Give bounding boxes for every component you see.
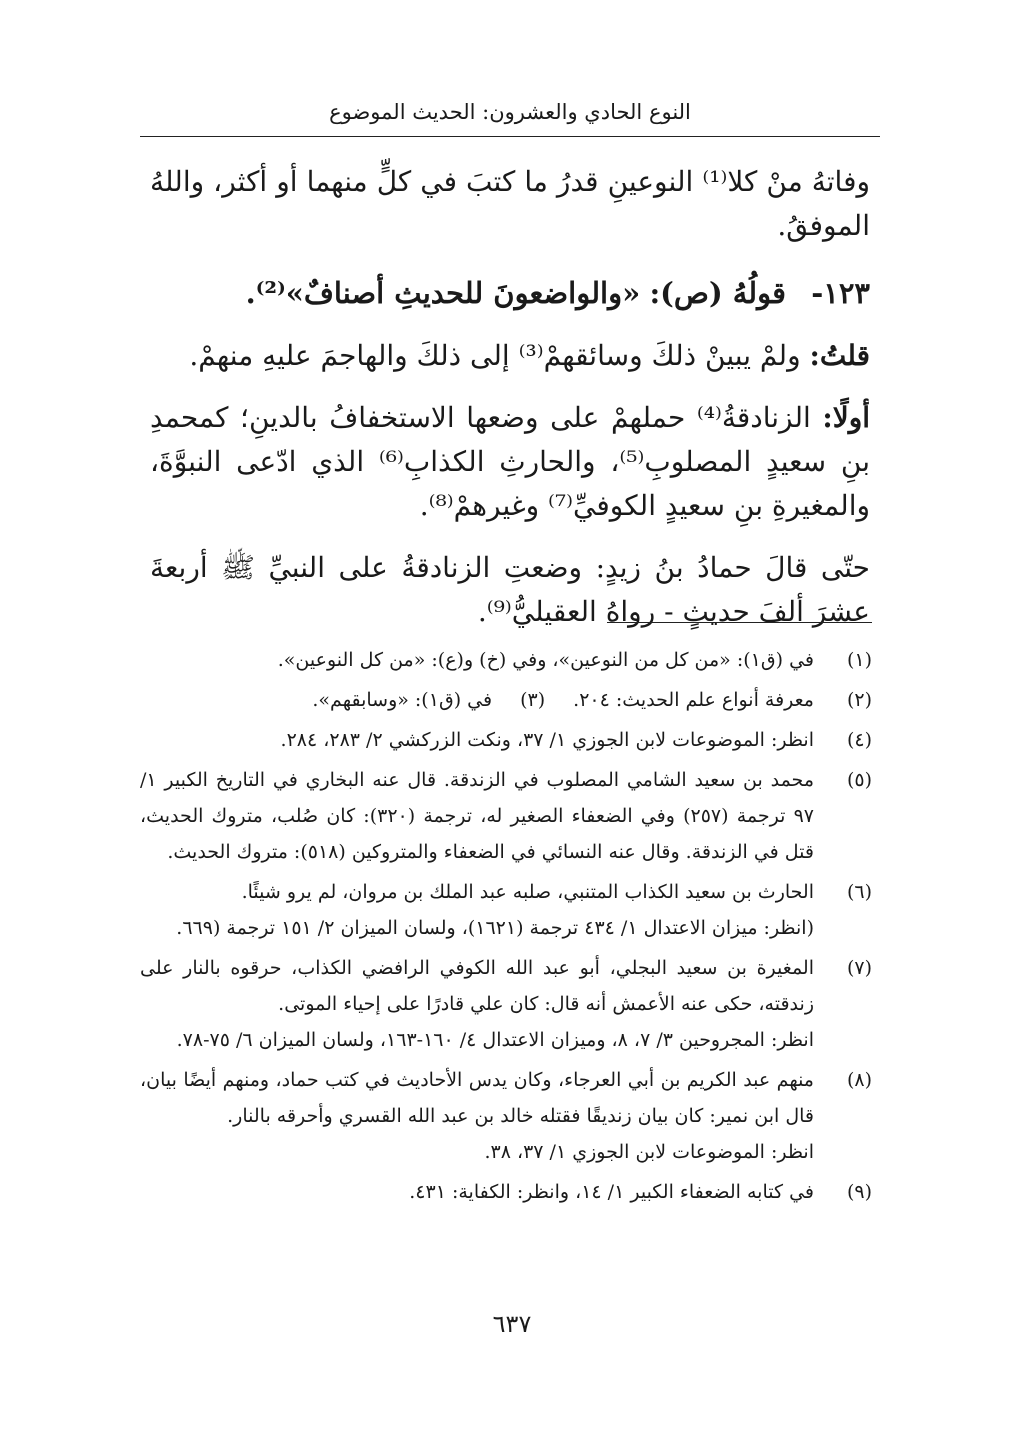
footnote-number: (٦) [846,881,872,903]
footnote-number: (٤) [846,729,872,751]
paragraph-text: ولمْ يبينْ ذلكَ وسائقهمْ⁽³⁾ إلى ذلكَ والهاجمَ عليهِ منهمْ. [189,339,801,372]
footnote [140,1062,872,1170]
footnote-body [140,874,814,946]
paragraph-lead: قلتُ: [809,339,870,372]
footnote-separator [607,622,872,623]
footnote [140,722,872,758]
paragraph-continuation: وفاتهُ منْ كلا⁽¹⁾ النوعينِ قدرُ ما كتبَ في كلٍّ منهما أو أكثر، واللهُ الموفقُ. [150,165,870,242]
paragraph-awwalan [150,396,870,528]
paragraph-qultu [150,334,870,378]
footnote-text: المغيرة بن سعيد البجلي، أبو عبد الله الكوفي الرافضي الكذاب، حرقوه بالنار على زندقته، حكى عنه الأعمش أنه قال: كان علي قادرًا على إحياء الموتى. [140,957,814,1015]
footnote-number: (٢) [846,689,872,711]
running-header: النوع الحادي والعشرون: الحديث الموضوع [329,100,691,124]
footnote-text-row [140,682,814,718]
footnote-text: في كتابه الضعفاء الكبير ١/ ١٤، وانظر: الكفاية: ٤٣١. [409,1181,814,1203]
footnote-number: (٧) [846,957,872,979]
item-lead: قولُهُ (ص): [649,276,786,310]
footnote [140,642,872,678]
footnote [140,950,872,1058]
footnote [140,1174,872,1210]
footnote-number: (٨) [846,1069,872,1091]
footnote-text: في (ق١): «وسابقهم». [312,689,493,711]
footnote-body [140,1062,814,1170]
footnotes [140,642,872,1214]
page-number: ٦٣٧ [492,1310,532,1338]
footnote-text: في (ق١): «من كل من النوعين»، وفي (خ) و(ع): «من كل النوعين». [277,649,814,671]
footnote-body [140,950,814,1058]
main-text [150,150,870,634]
paragraph-hammad: حتّى قالَ حمادُ بنُ زيدٍ: وضعتِ الزنادقةُ على النبيِّ ﷺ أربعةَ عشرَ ألفَ حديثٍ - رواهُ العقيليُّ⁽⁹⁾. [150,551,870,628]
footnote-reference: انظر: المجروحين ٣/ ٧، ٨، وميزان الاعتدال ٤/ ١٦٠-١٦٣، ولسان الميزان ٦/ ٧٥-٧٨. [176,1029,814,1051]
footnote [140,874,872,946]
footnote [140,682,872,718]
item-123 [150,270,870,316]
footnote-reference: انظر: الموضوعات لابن الجوزي ١/ ٣٧، ٣٨. [484,1141,814,1163]
footnote-number: (٥) [846,769,872,791]
footnote-reference: (انظر: ميزان الاعتدال ١/ ٤٣٤ ترجمة (١٦٢١)، ولسان الميزان ٢/ ١٥١ ترجمة (٦٦٩. [176,917,814,939]
footnote-text: انظر: الموضوعات لابن الجوزي ١/ ٣٧، ونكت الزركشي ٢/ ٢٨٣، ٢٨٤. [280,729,814,751]
paragraph-text: الزنادقةُ⁽⁴⁾ حملهمْ على وضعها الاستخفافُ بالدينِ؛ كمحمدِ بنِ سعيدٍ المصلوبِ⁽⁵⁾، والحارثِ الكذابِ⁽⁶⁾ الذي ادّعى النبوَّةَ، والمغيرةِ بنِ سعيدٍ الكوفيِّ⁽⁷⁾ وغيرهمْ⁽⁸⁾. [150,401,870,522]
footnote-number: (١) [846,649,872,671]
item-quote: «والواضعونَ للحديثِ أصنافٌ»⁽²⁾. [245,276,641,310]
footnote-text: الحارث بن سعيد الكذاب المتنبي، صلبه عبد الملك بن مروان، لم يرو شيئًا. [241,881,814,903]
header-rule [140,136,880,137]
footnote-number: (٩) [846,1181,872,1203]
footnote-text: محمد بن سعيد الشامي المصلوب في الزندقة. قال عنه البخاري في التاريخ الكبير ١/ ٩٧ ترجمة (٢٥٧) وفي الضعفاء الصغير له، ترجمة (٣٢٠): كان صُلب، متروك الحديث، قتل في الزندقة. وقال عنه النسائي في الضعفاء والمتروكين (٥١٨): متروك الحديث. [140,769,814,863]
footnote [140,762,872,870]
item-number: ١٢٣- [811,276,870,310]
paragraph-lead: أولًا: [822,401,870,434]
footnote-text: معرفة أنواع علم الحديث: ٢٠٤. [573,689,814,711]
footnote-text: منهم عبد الكريم بن أبي العرجاء، وكان يدس الأحاديث في كتب حماد، ومنهم أيضًا بيان، قال ابن نمير: كان بيان زنديقًا فقتله خالد بن عبد الله القسري وأحرقه بالنار. [140,1069,814,1127]
footnote-number: (٣) [520,689,546,711]
